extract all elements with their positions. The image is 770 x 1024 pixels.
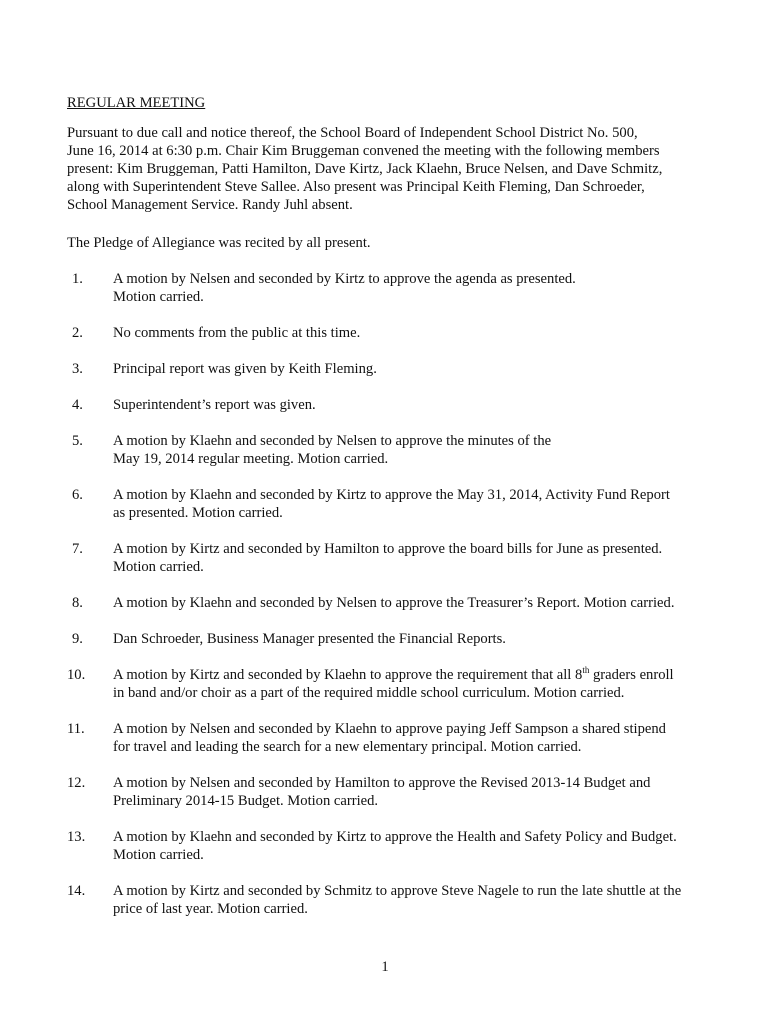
intro-line: present: Kim Bruggeman, Patti Hamilton, Dave Kirtz, Jack Klaehn, Bruce Nelsen, and Dave Schmitz, [67, 161, 663, 177]
item-text [113, 432, 713, 468]
item-text [113, 774, 713, 810]
item-text [113, 882, 713, 918]
item-number: 12. [67, 775, 86, 791]
item-line: in band and/or choir as a part of the required middle school curriculum. Motion carried. [113, 685, 625, 701]
item-number: 14. [67, 883, 86, 899]
item-line: Motion carried. [113, 847, 204, 863]
item-text [113, 486, 713, 522]
item-line: A motion by Nelsen and seconded by Kirtz to approve the agenda as presented. [113, 271, 576, 287]
item-line: A motion by Kirtz and seconded by Hamilton to approve the board bills for June as presented. [113, 541, 663, 557]
item-line: Superintendent’s report was given. [113, 397, 316, 413]
item-text [113, 630, 713, 648]
item-number: 4. [72, 397, 83, 413]
item-text [113, 396, 713, 414]
item-line: Motion carried. [113, 559, 204, 575]
intro-line: June 16, 2014 at 6:30 p.m. Chair Kim Bruggeman convened the meeting with the following members [67, 143, 660, 159]
item-number: 8. [72, 595, 83, 611]
document-page [67, 94, 717, 917]
item-line: May 19, 2014 regular meeting. Motion carried. [113, 451, 389, 467]
item-number: 9. [72, 631, 83, 647]
item-number: 1. [72, 271, 83, 287]
item-text [113, 828, 713, 864]
item-text [113, 360, 713, 378]
item-line: A motion by Kirtz and seconded by Schmitz to approve Steve Nagele to run the late shuttle at the [113, 883, 682, 899]
item-line-part: A motion by Kirtz and seconded by Klaehn to approve the requirement that all 8 [113, 667, 583, 683]
item-line: A motion by Klaehn and seconded by Kirtz to approve the Health and Safety Policy and Budget. [113, 829, 677, 845]
intro-line: School Management Service. Randy Juhl absent. [67, 197, 353, 213]
item-number: 6. [72, 487, 83, 503]
item-number: 5. [72, 433, 83, 449]
intro-paragraph [67, 124, 717, 214]
meeting-heading: REGULAR MEETING [67, 95, 206, 111]
item-text [113, 540, 713, 576]
item-line: as presented. Motion carried. [113, 505, 283, 521]
item-line: price of last year. Motion carried. [113, 901, 308, 917]
item-line: A motion by Klaehn and seconded by Nelsen to approve the minutes of the [113, 433, 552, 449]
item-text [113, 666, 713, 702]
item-text [113, 720, 713, 756]
item-line: for travel and leading the search for a new elementary principal. Motion carried. [113, 739, 582, 755]
item-number: 7. [72, 541, 83, 557]
item-line [113, 666, 713, 684]
item-number: 11. [67, 721, 85, 737]
item-text [113, 594, 713, 612]
item-line: Preliminary 2014-15 Budget. Motion carried. [113, 793, 379, 809]
page-number: 1 [381, 959, 389, 975]
item-line-part: graders enroll [589, 667, 674, 683]
item-text [113, 324, 713, 342]
item-line: A motion by Nelsen and seconded by Klaehn to approve paying Jeff Sampson a shared stipend [113, 721, 666, 737]
item-line: A motion by Klaehn and seconded by Kirtz to approve the May 31, 2014, Activity Fund Report [113, 487, 670, 503]
ordinal-suffix: th [582, 665, 590, 675]
item-line: A motion by Nelsen and seconded by Hamilton to approve the Revised 2013-14 Budget and [113, 775, 651, 791]
intro-line: Pursuant to due call and notice thereof, the School Board of Independent School District No. 500, [67, 125, 638, 141]
intro-line: along with Superintendent Steve Sallee. Also present was Principal Keith Fleming, Dan Schroeder, [67, 179, 645, 195]
item-number: 10. [67, 667, 86, 683]
item-line: Principal report was given by Keith Fleming. [113, 361, 377, 377]
pledge-paragraph: The Pledge of Allegiance was recited by all present. [67, 235, 371, 251]
item-line: Dan Schroeder, Business Manager presented the Financial Reports. [113, 631, 506, 647]
item-text [113, 270, 713, 306]
item-number: 3. [72, 361, 83, 377]
item-line: A motion by Klaehn and seconded by Nelsen to approve the Treasurer’s Report. Motion carried. [113, 595, 675, 611]
item-number: 13. [67, 829, 86, 845]
item-line: No comments from the public at this time. [113, 325, 361, 341]
item-number: 2. [72, 325, 83, 341]
item-line: Motion carried. [113, 289, 204, 305]
